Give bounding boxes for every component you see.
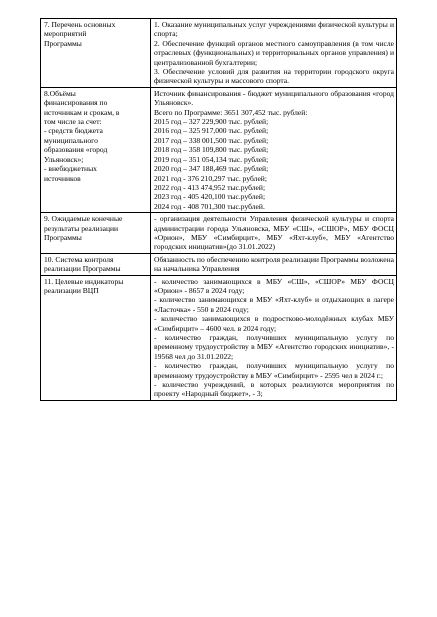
year-line: 2019 год – 351 054,134 тыс. рублей; [154,154,269,164]
row-label-cell [41,87,151,212]
table-row [41,253,397,275]
content-paragraph: - организация деятельности Управления физической культуры и спорта администрации города Ульяновска, МБУ «СШ», «СШОР», МБУ ФОСЦ «Орион», МБУ «Симбирцит», МБУ «Яхт-клуб», МБУ «Агентство городских инициатив»(до 31.01.2022) [154,214,394,252]
label-line: реализации Программы [44,264,121,274]
label-line: том числе за счет: [44,117,102,127]
label-line: муниципального [44,135,98,145]
row-content-cell [151,275,397,400]
row-content-cell [151,213,397,254]
label-line: результаты реализации [44,223,119,233]
year-line: 2024 год - 408 701,300 тыс.рублей. [154,201,265,211]
row-content-cell [151,253,397,275]
label-line: источникам и срокам, в [44,107,120,117]
content-line: Всего по Программе: 3651 307,452 тыс. рублей: [154,107,308,117]
label-line: 10. Система контроля [44,254,114,264]
label-line: образования «город [44,145,108,155]
label-line: - средств бюджета [44,126,103,136]
label-line: 11. Целевые индикаторы [44,276,124,286]
indicator-item: - количество занимающихся в МБУ «СШ», «СШОР» МБУ ФОСЦ «Орион» - 8657 в 2024 году; [154,276,394,295]
label-line: - внебюджетных [44,164,97,174]
year-line: 2017 год – 338 001,500 тыс. рублей; [154,135,269,145]
table-row [41,213,397,254]
content-paragraph: Обязанность по обеспечению контроля реализации Программы возложена на начальника Управления [154,254,394,274]
year-line: 2018 год – 358 109,800 тыс. рублей; [154,145,269,155]
label-line: мероприятий [44,29,87,39]
row-label-cell [41,253,151,275]
indicator-item: - количество учреждений, в которых реализуются мероприятия по проекту «Народный бюджет», - 3; [154,380,394,399]
row-label-cell [41,19,151,88]
year-line: 2021 год - 376 210,297 тыс. рублей; [154,173,267,183]
label-line: Программы [44,232,82,242]
label-line: 9. Ожидаемые конечные [44,214,123,224]
label-line: Ульяновск»; [44,154,84,164]
indicator-item: - количество занимающихся в подростково-молодёжных клубах МБУ «Симбирцит» – 4600 чел. в 2024 году; [154,314,394,333]
label-line: 7. Перечень основных [44,20,116,29]
row-label-cell [41,213,151,254]
year-line: 2016 год – 325 917,000 тыс. рублей; [154,126,269,136]
year-line: 2015 год – 327 229,900 тыс. рублей; [154,117,269,127]
content-paragraph: 3. Обеспечение условий для развития на территории городского округа физической культуры и массового спорта. [154,67,394,86]
year-line: 2023 год - 405 420,100 тыс.рублей; [154,192,266,202]
program-passport-table [40,18,397,401]
label-line: реализации ВЦП [44,285,99,295]
year-line: 2020 год – 347 188,469 тыс. рублей; [154,164,269,174]
label-line: Программы [44,38,82,48]
year-line: 2022 год - 413 474,952 тыс.рублей; [154,182,266,192]
row-content-cell [151,87,397,212]
row-content-cell [151,19,397,88]
label-line: 8.Объёмы [44,88,76,98]
indicator-item: - количество граждан, получивших муниципальную услугу по временному трудоустройству в МБУ «Агентство городских инициатив», - 19568 чел до 31.01.2022; [154,333,394,361]
indicator-item: - количество граждан, получивших муниципальную услугу по временному трудоустройству в МБУ «Симбирцит» - 2595 чел в 2024 г.; [154,361,394,380]
table-row [41,275,397,400]
row-label-cell [41,275,151,400]
label-line: источников [44,173,81,183]
content-paragraph: Источник финансирования - бюджет муниципального образования «город Ульяновск». [154,88,394,108]
content-paragraph: 1. Оказание муниципальных услуг учреждениями физической культуры и спорта; [154,20,394,39]
passport-body [41,19,397,401]
content-paragraph: 2. Обеспечение функций органов местного самоуправления (в том числе отраслевых (функциональных) и территориальных органов управления) и централизованной бухгалтерии; [154,38,394,67]
table-row [41,87,397,212]
label-line: финансирования по [44,98,108,108]
table-row [41,19,397,88]
indicator-item: - количество занимающихся в МБУ «Яхт-клуб» и отдыхающих в лагере «Ласточка» - 550 в 2024 году; [154,295,394,314]
